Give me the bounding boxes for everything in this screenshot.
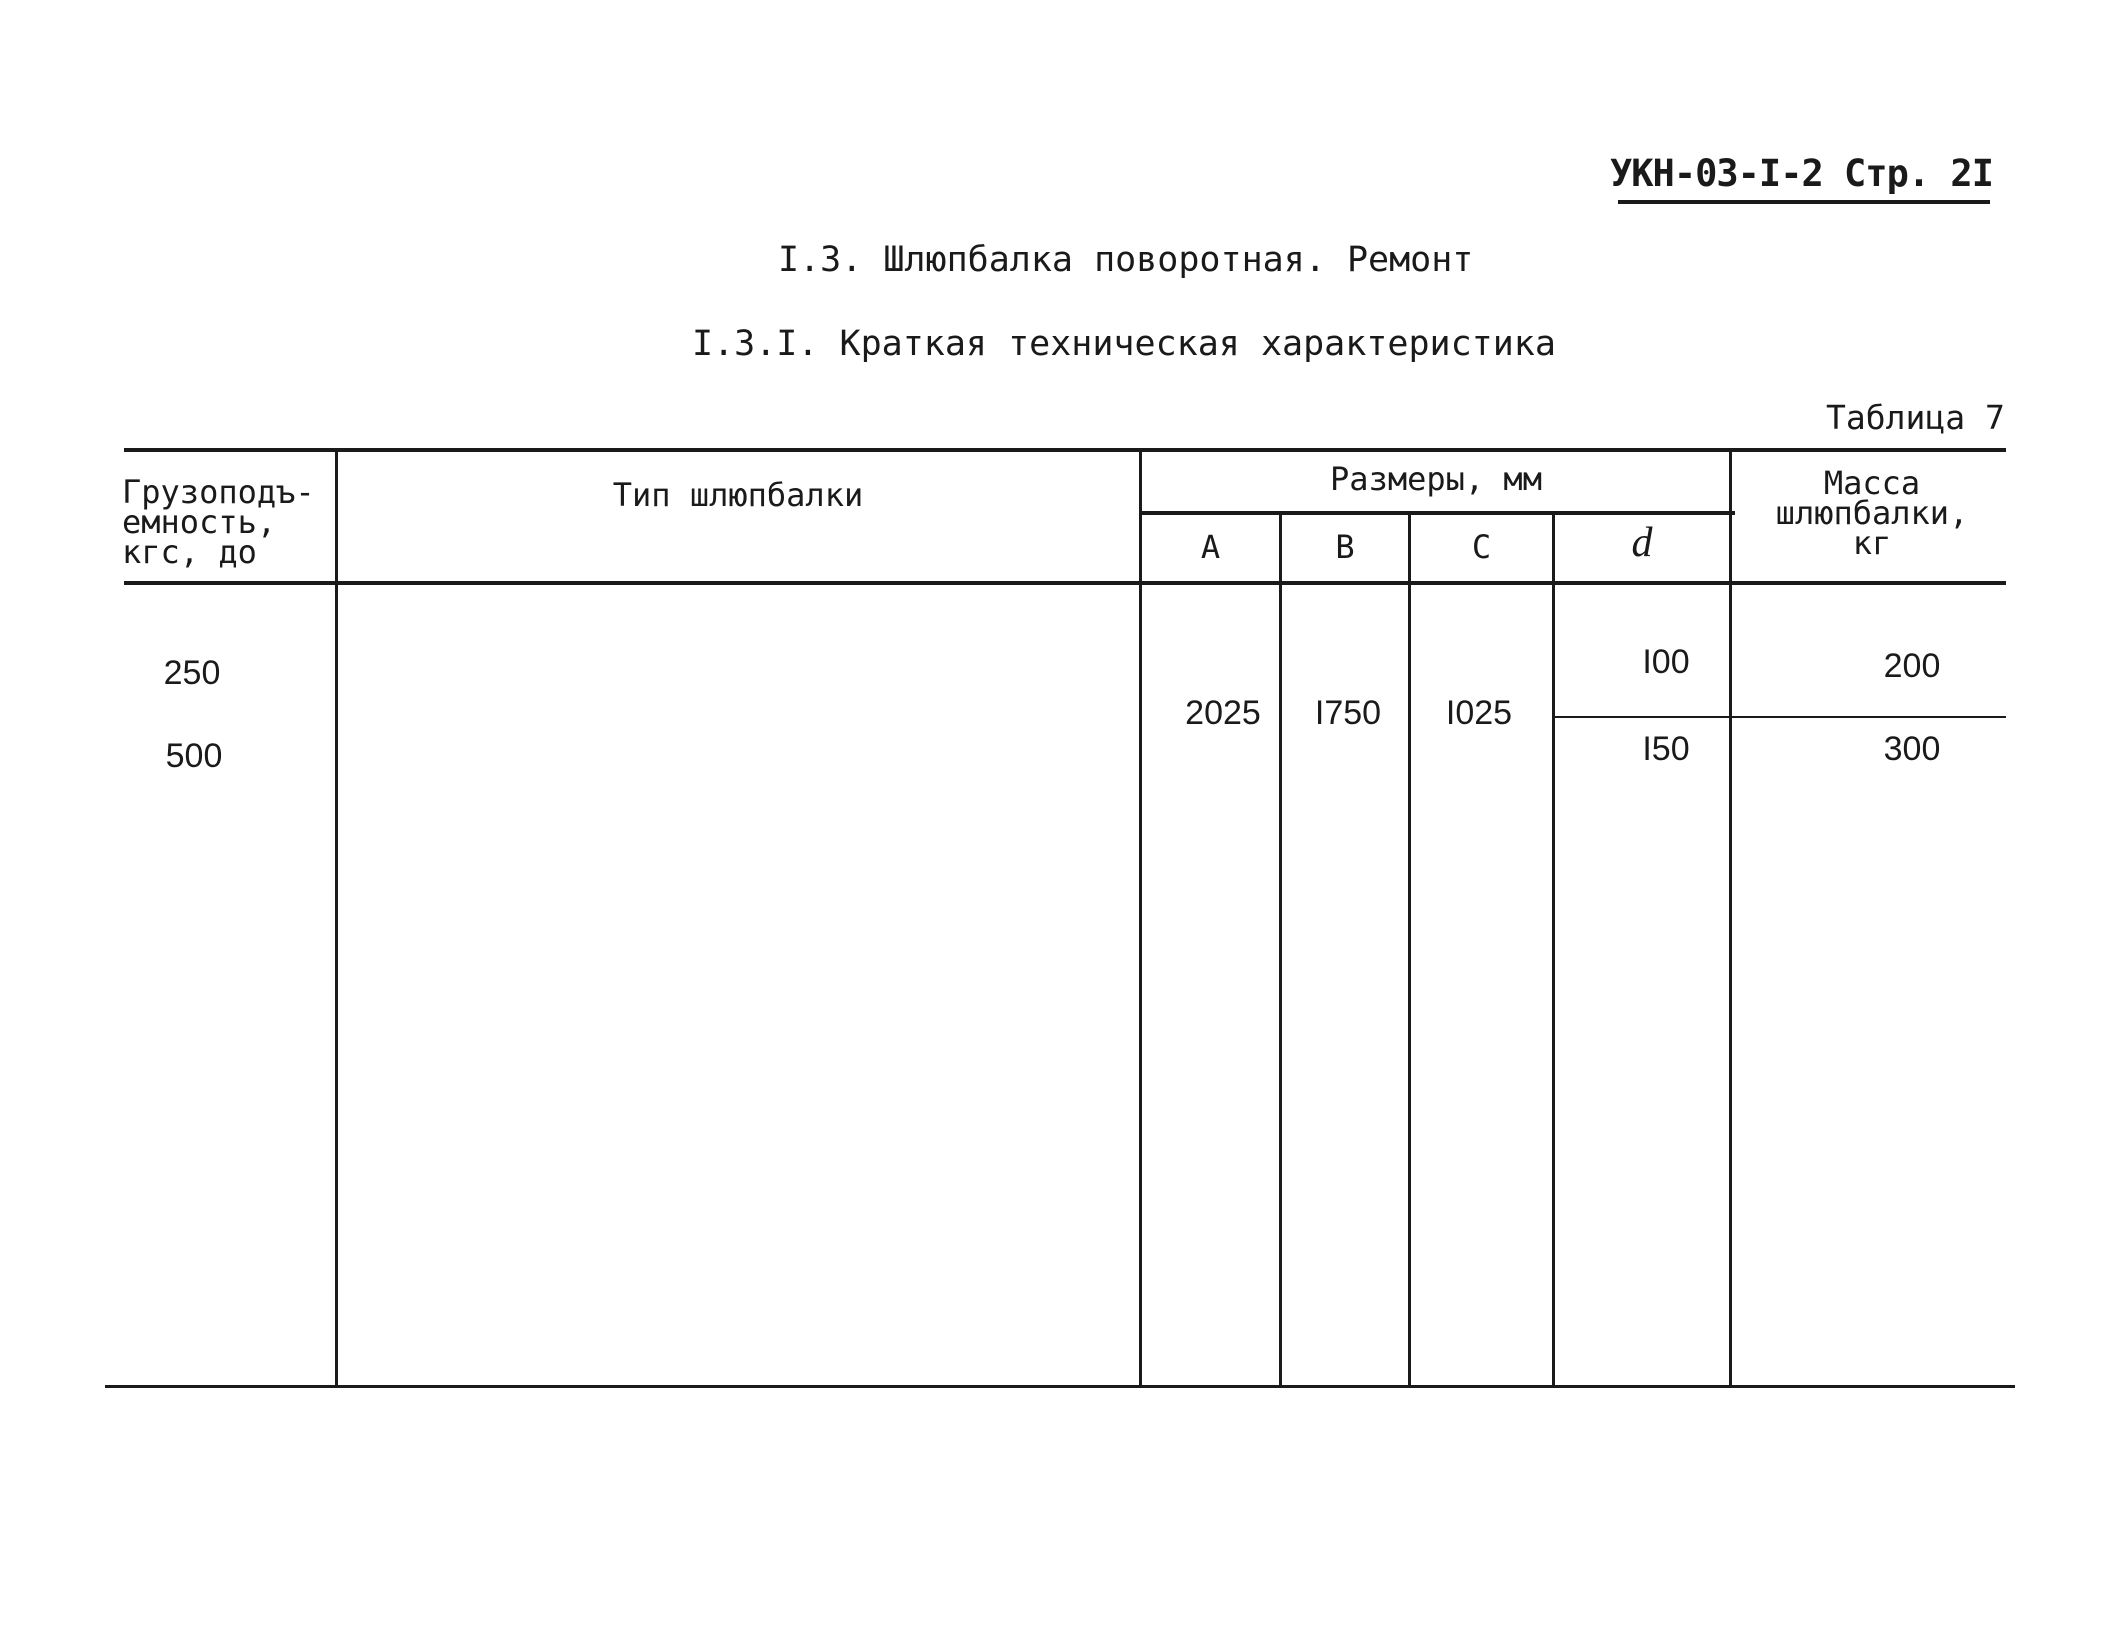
header-dim-c: C — [1471, 528, 1492, 566]
col-divider-b — [1408, 513, 1411, 1386]
header-dim-a: A — [1200, 528, 1221, 566]
header-mass-line-2: шлюпбалки, — [1775, 494, 1969, 532]
header-mass-line-3: кг — [1852, 524, 1892, 562]
document-code: УКН-03-I-2 Стр. 2I — [1610, 152, 1993, 195]
col-divider-type — [1139, 448, 1142, 1386]
col-divider-d — [1729, 448, 1732, 1386]
header-capacity-line-1: Грузоподъ- — [122, 473, 315, 511]
document-code-underline — [1618, 200, 1990, 204]
row-split-rule — [1555, 716, 2006, 718]
header-dim-d: d — [1631, 520, 1653, 566]
dim-c-value: I025 — [1445, 694, 1513, 732]
header-capacity-line-3: кгс, до — [122, 533, 257, 571]
row-2-capacity: 500 — [165, 737, 223, 775]
dim-b-value: I750 — [1314, 694, 1382, 732]
row-2-d: I50 — [1642, 730, 1690, 768]
table-label: Таблица 7 — [1826, 398, 2005, 437]
dimensions-subheader-rule — [1141, 511, 1735, 515]
row-1-mass: 200 — [1883, 647, 1941, 685]
table-top-rule — [124, 448, 2006, 452]
header-dimensions: Размеры, мм — [1330, 460, 1542, 498]
section-title: I.3. Шлюпбалка поворотная. Ремонт — [778, 240, 1474, 280]
row-1-d: I00 — [1642, 643, 1690, 681]
table-header-rule — [124, 581, 2006, 585]
col-divider-a — [1279, 513, 1282, 1386]
row-1-capacity: 250 — [163, 654, 221, 692]
header-type: Тип шлюпбалки — [612, 476, 864, 514]
row-2-mass: 300 — [1883, 730, 1941, 768]
header-capacity-line-2: емность, — [122, 503, 277, 541]
header-capacity — [122, 473, 332, 571]
dim-a-value: 2025 — [1185, 694, 1261, 732]
col-divider-capacity — [335, 448, 338, 1386]
header-mass — [1732, 464, 2012, 562]
subsection-title: I.3.I. Краткая техническая характеристика — [692, 324, 1556, 364]
header-mass-line-1: Масса — [1823, 464, 1921, 502]
header-dim-b: B — [1335, 528, 1355, 566]
col-divider-c — [1552, 513, 1555, 1386]
